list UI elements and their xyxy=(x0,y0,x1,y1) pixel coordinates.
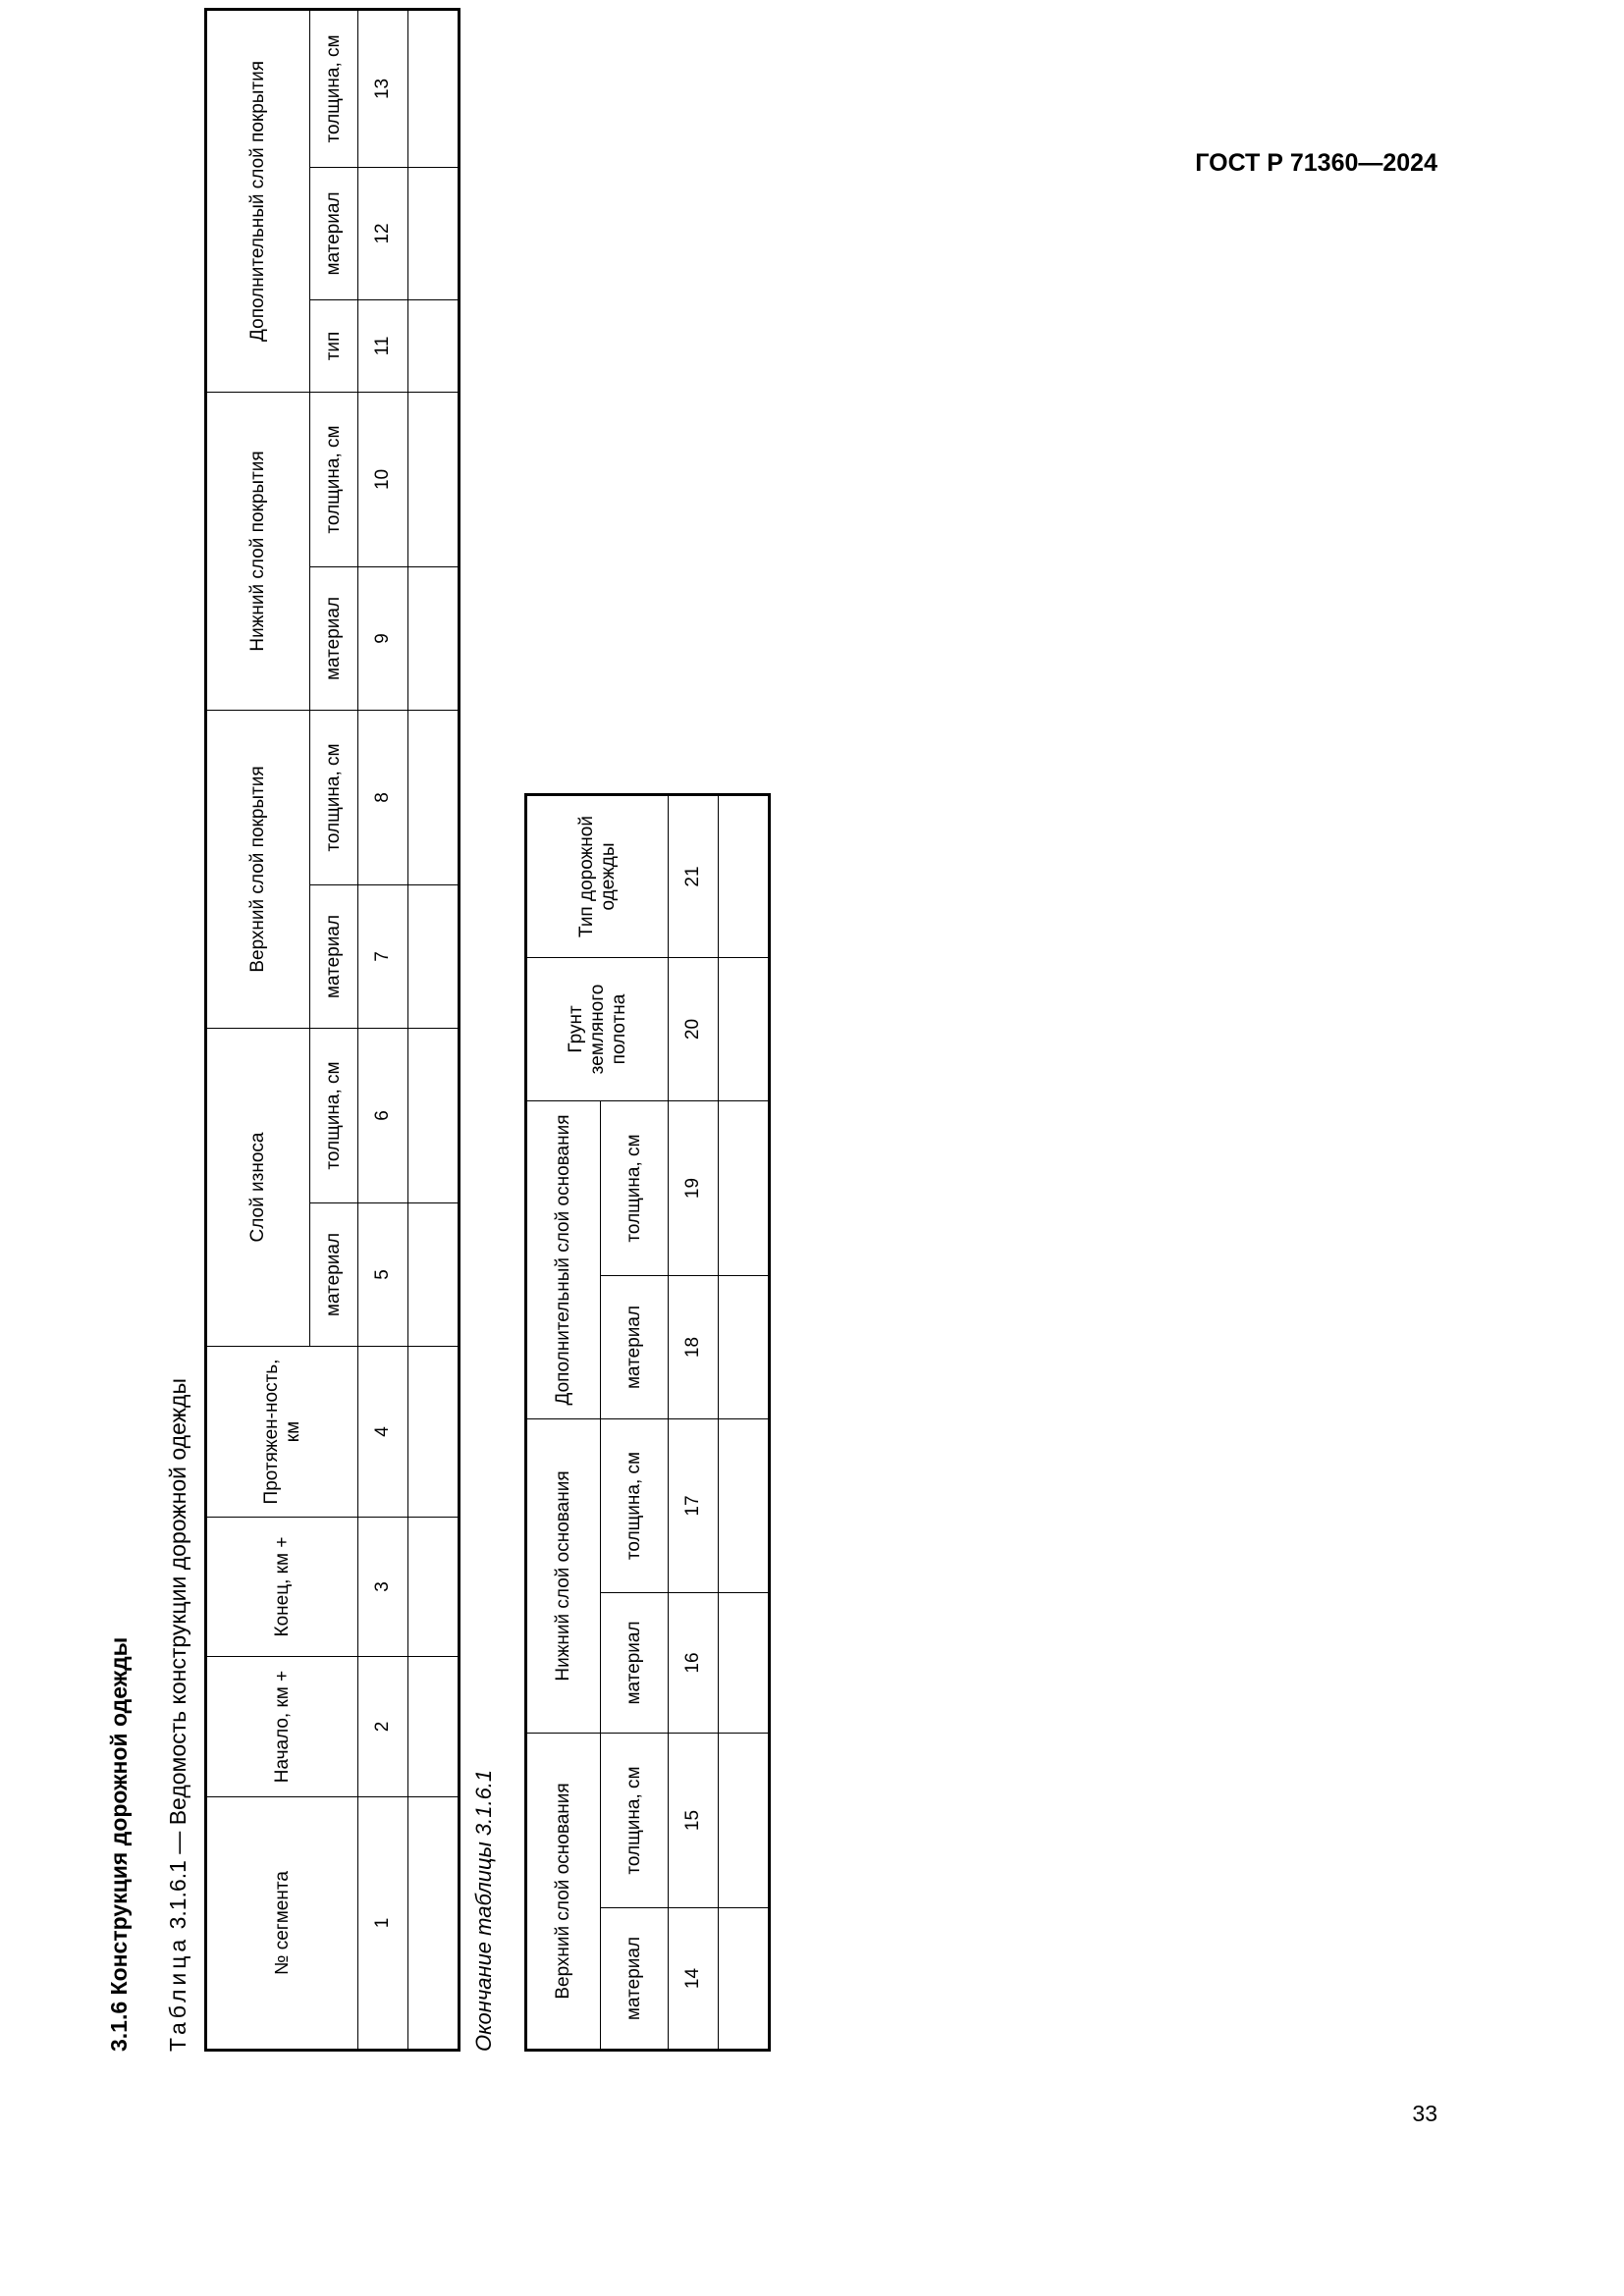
table-cell xyxy=(408,9,460,167)
subheader-thickness: толщина, см xyxy=(310,392,358,566)
subheader-thickness: толщина, см xyxy=(310,710,358,884)
header-wear-layer: Слой износа xyxy=(206,1029,310,1347)
table-cell xyxy=(408,885,460,1029)
column-number-row xyxy=(669,794,719,2050)
header-segment-no: № сегмента xyxy=(206,1797,358,2051)
col-number: 13 xyxy=(358,9,408,167)
col-number: 14 xyxy=(669,1908,719,2051)
col-number: 20 xyxy=(669,957,719,1100)
header-extra-coat: Дополнительный слой покрытия xyxy=(206,9,310,392)
col-number: 9 xyxy=(358,566,408,710)
header-bottom-coat: Нижний слой покрытия xyxy=(206,392,310,710)
col-number: 11 xyxy=(358,299,408,392)
subheader-thickness: толщина, см xyxy=(310,9,358,167)
table-cell xyxy=(719,957,770,1100)
table-caption-prefix: Таблица xyxy=(165,1935,190,2052)
table-cell xyxy=(408,1797,460,2051)
subheader-material: материал xyxy=(310,1203,358,1347)
header-end: Конец, км + xyxy=(206,1518,358,1657)
subheader-thickness: толщина, см xyxy=(310,1029,358,1203)
col-number: 16 xyxy=(669,1592,719,1733)
col-number: 6 xyxy=(358,1029,408,1203)
document-code: ГОСТ Р 71360—2024 xyxy=(1195,149,1437,177)
col-number: 7 xyxy=(358,885,408,1029)
col-number: 21 xyxy=(669,794,719,957)
header-pavement-type: Тип дорожной одежды xyxy=(526,794,669,957)
table-header-row xyxy=(206,9,310,2050)
page-number: 33 xyxy=(1412,2101,1437,2126)
table-cell xyxy=(719,1592,770,1733)
table-cell xyxy=(408,167,460,299)
table-cell xyxy=(719,1418,770,1592)
table-cell xyxy=(719,794,770,957)
rotated-table-section xyxy=(106,34,784,2052)
table-cell xyxy=(719,1100,770,1275)
road-pavement-table-continuation xyxy=(524,793,771,2052)
table-cell xyxy=(719,1908,770,2051)
header-length: Протяжен-ность, км xyxy=(206,1347,358,1518)
table-cell xyxy=(408,1518,460,1657)
table-cell xyxy=(719,1733,770,1907)
subheader-thickness: толщина, см xyxy=(601,1733,669,1907)
column-number-row xyxy=(358,9,408,2050)
header-soil: Грунт земляного полотна xyxy=(526,957,669,1100)
col-number: 4 xyxy=(358,1347,408,1518)
subheader-material: материал xyxy=(310,566,358,710)
col-number: 1 xyxy=(358,1797,408,2051)
table-cell xyxy=(719,1275,770,1418)
empty-data-row xyxy=(719,794,770,2050)
subheader-thickness: толщина, см xyxy=(601,1100,669,1275)
continuation-caption: Окончание таблицы 3.1.6.1 xyxy=(471,1769,496,2052)
table-cell xyxy=(408,392,460,566)
header-top-base: Верхний слой основания xyxy=(526,1733,601,2050)
subheader-type: тип xyxy=(310,299,358,392)
col-number: 5 xyxy=(358,1203,408,1347)
table-cell xyxy=(408,299,460,392)
header-top-coat: Верхний слой покрытия xyxy=(206,710,310,1028)
col-number: 19 xyxy=(669,1100,719,1275)
col-number: 17 xyxy=(669,1418,719,1592)
subheader-material: материал xyxy=(310,167,358,299)
road-pavement-table xyxy=(204,8,460,2052)
subheader-material: материал xyxy=(310,885,358,1029)
section-title: 3.1.6 Конструкция дорожной одежды xyxy=(106,1636,132,2052)
col-number: 3 xyxy=(358,1518,408,1657)
table-header-row xyxy=(526,794,601,2050)
col-number: 2 xyxy=(358,1657,408,1797)
col-number: 18 xyxy=(669,1275,719,1418)
header-start: Начало, км + xyxy=(206,1657,358,1797)
col-number: 10 xyxy=(358,392,408,566)
header-bottom-base: Нижний слой основания xyxy=(526,1418,601,1733)
col-number: 8 xyxy=(358,710,408,884)
table-cell xyxy=(408,1657,460,1797)
subheader-thickness: толщина, см xyxy=(601,1418,669,1592)
subheader-material: материал xyxy=(601,1908,669,2051)
subheader-material: материал xyxy=(601,1592,669,1733)
table-cell xyxy=(408,1347,460,1518)
col-number: 15 xyxy=(669,1733,719,1907)
table-cell xyxy=(408,1203,460,1347)
col-number: 12 xyxy=(358,167,408,299)
table-caption-text: 3.1.6.1 — Ведомость конструкции дорожной одежды xyxy=(165,1378,190,1936)
table-caption xyxy=(165,1378,191,2052)
empty-data-row xyxy=(408,9,460,2050)
table-cell xyxy=(408,1029,460,1203)
header-extra-base: Дополнительный слой основания xyxy=(526,1100,601,1418)
subheader-material: материал xyxy=(601,1275,669,1418)
table-cell xyxy=(408,566,460,710)
table-cell xyxy=(408,710,460,884)
